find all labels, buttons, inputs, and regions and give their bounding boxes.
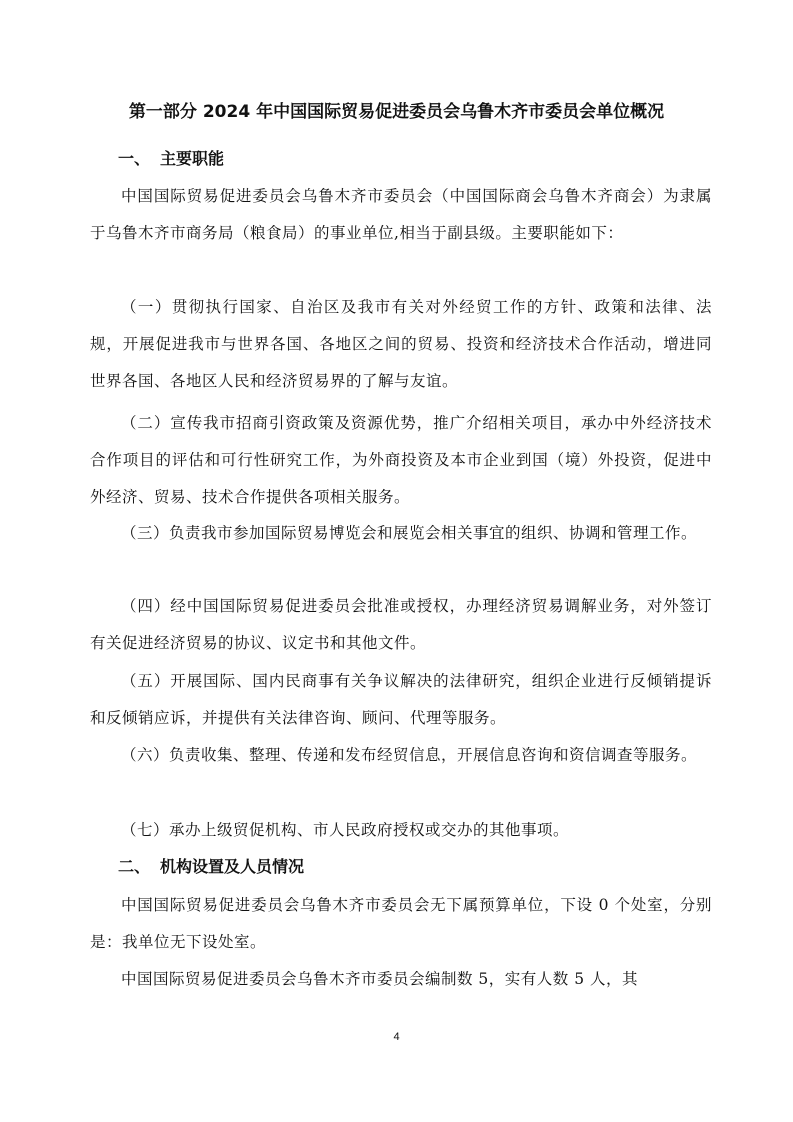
section-heading-main-functions	[118, 148, 224, 170]
page-title: 第一部分 2024 年中国国际贸易促进委员会乌鲁木齐市委员会单位概况	[128, 102, 665, 122]
section-title: 主要职能	[160, 149, 225, 168]
function-item-4: （四）经中国国际贸易促进委员会批准或授权，办理经济贸易调解业务，对外签订有关促进经济贸易的协议、议定书和其他文件。	[90, 597, 712, 652]
org-paragraph-1: 中国国际贸易促进委员会乌鲁木齐市委员会无下属预算单位，下设 0 个处室，分别是：我单位无下设处室。	[90, 896, 712, 951]
function-item-6: （六）负责收集、整理、传递和发布经贸信息，开展信息咨询和资信调查等服务。	[121, 746, 698, 764]
intro-paragraph: 中国国际贸易促进委员会乌鲁木齐市委员会（中国国际商会乌鲁木齐商会）为隶属于乌鲁木齐市商务局（粮食局）的事业单位,相当于副县级。主要职能如下：	[90, 187, 712, 242]
function-item-7: （七）承办上级贸促机构、市人民政府授权或交办的其他事项。	[121, 821, 570, 839]
function-item-2: （二）宣传我市招商引资政策及资源优势，推广介绍相关项目，承办中外经济技术合作项目的评估和可行性研究工作，为外商投资及本市企业到国（境）外投资，促进中外经济、贸易、技术合作提供各项相关服务。	[90, 414, 712, 506]
function-item-5: （五）开展国际、国内民商事有关争议解决的法律研究，组织企业进行反倾销提诉和反倾销应诉，并提供有关法律咨询、顾问、代理等服务。	[90, 672, 712, 727]
page-number: 4	[393, 1031, 400, 1043]
section-heading-organization	[118, 856, 304, 878]
function-item-3: （三）负责我市参加国际贸易博览会和展览会相关事宜的组织、协调和管理工作。	[121, 524, 698, 542]
function-item-1: （一）贯彻执行国家、自治区及我市有关对外经贸工作的方针、政策和法律、法规，开展促进我市与世界各国、各地区之间的贸易、投资和经济技术合作活动，增进同世界各国、各地区人民和经济贸易界的了解与友谊。	[90, 298, 712, 390]
section-title: 机构设置及人员情况	[160, 857, 305, 876]
org-paragraph-2: 中国国际贸易促进委员会乌鲁木齐市委员会编制数 5，实有人数 5 人，其	[121, 970, 639, 988]
section-number: 二、	[118, 857, 151, 876]
section-number: 一、	[118, 149, 151, 168]
